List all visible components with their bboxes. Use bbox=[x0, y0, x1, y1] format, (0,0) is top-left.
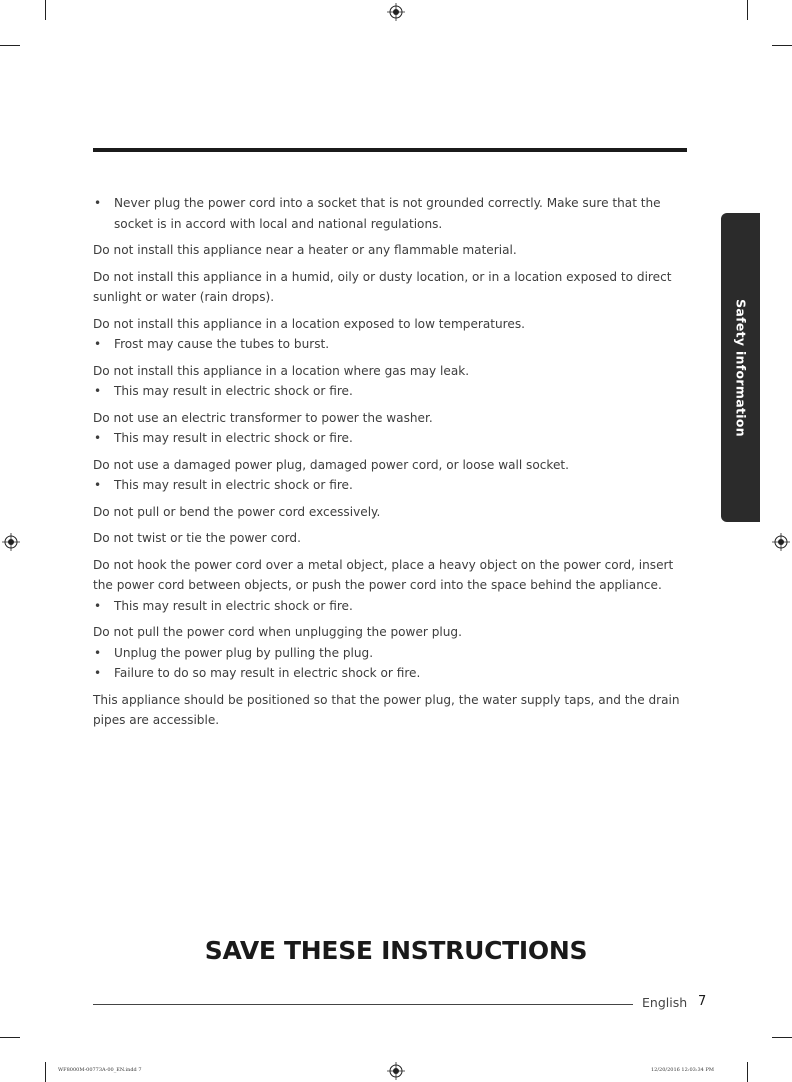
bullet-text: This may result in electric shock or fire. bbox=[114, 431, 353, 445]
warning-paragraph: Do not pull the power cord when unplugging the power plug. bbox=[93, 625, 462, 639]
save-instructions-heading: SAVE THESE INSTRUCTIONS bbox=[204, 936, 588, 965]
content-block bbox=[93, 555, 693, 617]
safety-content bbox=[93, 193, 693, 737]
registration-mark-icon bbox=[2, 533, 20, 551]
bullet-item bbox=[93, 334, 693, 355]
warning-paragraph: Do not install this appliance in a location where gas may leak. bbox=[93, 363, 470, 378]
page-number: 7 bbox=[698, 994, 707, 1009]
crop-mark-top-left-h bbox=[0, 45, 20, 46]
content-block bbox=[93, 361, 693, 402]
crop-mark-bottom-left bbox=[45, 1062, 46, 1082]
footer-rule bbox=[93, 1004, 633, 1005]
content-block bbox=[93, 314, 693, 355]
crop-mark-top-right-h bbox=[772, 45, 792, 46]
crop-mark-bottom-left-h bbox=[0, 1037, 20, 1038]
crop-mark-top-left bbox=[45, 0, 46, 20]
bullet-item bbox=[93, 428, 693, 449]
bullet-item bbox=[93, 663, 693, 684]
bullet-item bbox=[93, 643, 693, 664]
footer-language: English bbox=[642, 995, 688, 1010]
bullet-text: Frost may cause the tubes to burst. bbox=[114, 337, 330, 351]
content-block bbox=[93, 267, 693, 308]
bullet-icon: • bbox=[94, 598, 102, 613]
warning-paragraph: This appliance should be positioned so that the power plug, the water supply taps, and the drain pipes are accessible. bbox=[93, 692, 680, 727]
registration-mark-icon bbox=[387, 3, 405, 21]
bullet-text: Never plug the power cord into a socket that is not grounded correctly. Make sure that the socket is in accord with local and national regulations. bbox=[114, 196, 661, 231]
bullet-text: This may result in electric shock or fire. bbox=[114, 384, 353, 398]
content-block bbox=[93, 408, 693, 449]
bullet-text: This may result in electric shock or fire. bbox=[114, 598, 353, 613]
slug-timestamp: 12/20/2016 12:03:34 PM bbox=[651, 1067, 714, 1073]
warning-paragraph: Do not use a damaged power plug, damaged power cord, or loose wall socket. bbox=[93, 457, 570, 472]
slug-file-info: WF8000M-00773A-00_EN.indd 7 bbox=[58, 1067, 142, 1073]
content-block bbox=[93, 455, 693, 496]
content-block bbox=[93, 502, 693, 523]
bullet-item bbox=[93, 475, 693, 496]
warning-paragraph: Do not install this appliance in a humid, oily or dusty location, or in a location exposed to direct sunlight or water (rain drops). bbox=[93, 269, 672, 304]
bullet-icon: • bbox=[94, 337, 102, 351]
content-block bbox=[93, 690, 693, 731]
bullet-text: Unplug the power plug by pulling the plug. bbox=[114, 645, 374, 660]
bullet-item bbox=[93, 596, 693, 617]
registration-mark-icon bbox=[387, 1062, 405, 1080]
bullet-icon: • bbox=[94, 645, 102, 660]
warning-paragraph: Do not hook the power cord over a metal object, place a heavy object on the power cord, insert the power cord between objects, or push the power cord into the space behind the appliance. bbox=[93, 557, 674, 592]
crop-mark-bottom-right bbox=[747, 1062, 748, 1082]
bullet-item bbox=[93, 193, 693, 234]
warning-paragraph: Do not install this appliance near a heater or any flammable material. bbox=[93, 243, 517, 257]
crop-mark-top-right bbox=[747, 0, 748, 20]
top-rule bbox=[93, 148, 687, 152]
section-tab-label: Safety information bbox=[733, 298, 748, 437]
warning-paragraph: Do not twist or tie the power cord. bbox=[93, 531, 301, 545]
bullet-icon: • bbox=[94, 478, 102, 492]
content-block bbox=[93, 240, 693, 261]
warning-paragraph: Do not pull or bend the power cord excessively. bbox=[93, 504, 381, 519]
registration-mark-icon bbox=[772, 533, 790, 551]
crop-mark-bottom-right-h bbox=[772, 1037, 792, 1038]
bullet-icon: • bbox=[94, 384, 102, 398]
content-block bbox=[93, 193, 693, 234]
bullet-icon: • bbox=[94, 431, 102, 445]
warning-paragraph: Do not use an electric transformer to power the washer. bbox=[93, 410, 433, 425]
bullet-item bbox=[93, 381, 693, 402]
bullet-icon: • bbox=[94, 196, 102, 210]
bullet-text: This may result in electric shock or fire. bbox=[114, 478, 353, 492]
content-block bbox=[93, 528, 693, 549]
content-block bbox=[93, 622, 693, 684]
bullet-icon: • bbox=[94, 666, 102, 680]
bullet-text: Failure to do so may result in electric shock or fire. bbox=[114, 666, 421, 680]
section-tab bbox=[721, 213, 760, 522]
warning-paragraph: Do not install this appliance in a location exposed to low temperatures. bbox=[93, 316, 525, 331]
